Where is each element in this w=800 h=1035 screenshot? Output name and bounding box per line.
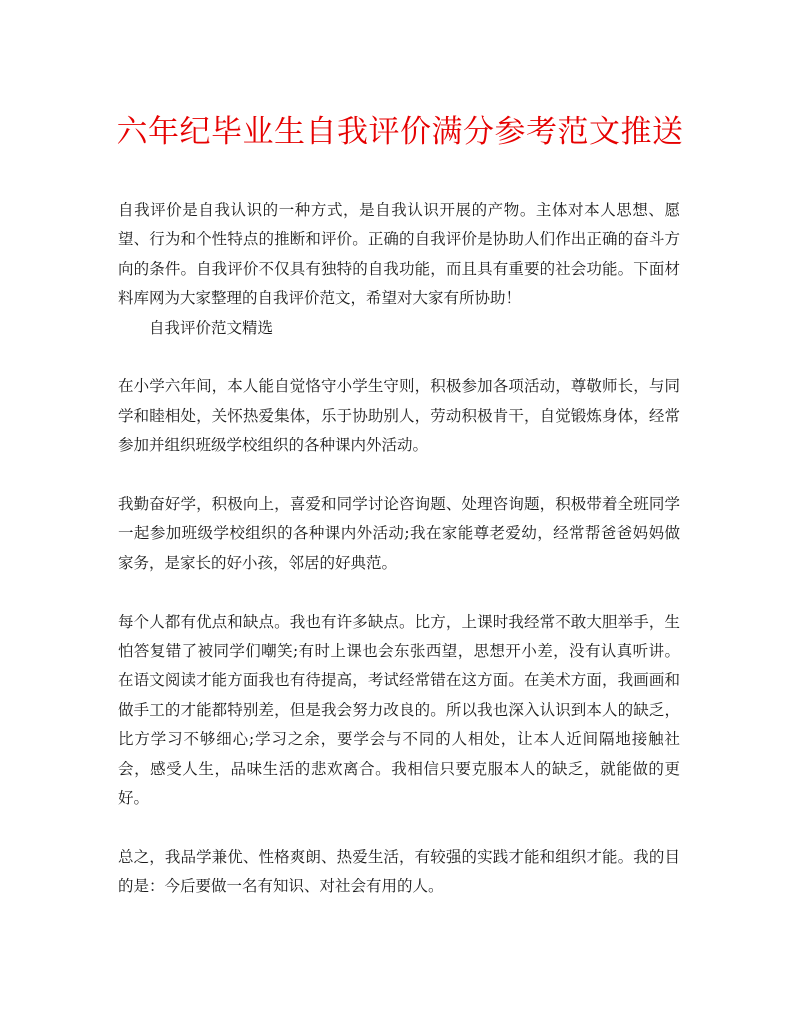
paragraph-gap [118,461,680,490]
body-paragraph-4: 总之，我品学兼优、性格爽朗、热爱生活，有较强的实践才能和组织才能。我的目的是：今后要做一名有知识、对社会有用的人。 [118,847,680,896]
paragraph-gap [118,813,680,842]
paragraph-gap [118,578,680,607]
document-body [118,196,680,902]
intro-paragraph: 自我评价是自我认识的一种方式，是自我认识开展的产物。主体对本人思想、愿望、行为和个性特点的推断和评价。正确的自我评价是协助人们作出正确的奋斗方向的条件。自我评价不仅具有独特的自我功能，而且具有重要的社会功能。下面材料库网为大家整理的自我评价范文，希望对大家有所协助！ [118,201,680,308]
section-subheading: 自我评价范文精选 [149,318,274,337]
body-paragraph-1: 在小学六年间，本人能自觉恪守小学生守则，积极参加各项活动，尊敬师长，与同学和睦相处，关怀热爱集体，乐于协助别人，劳动积极肯干，自觉锻炼身体，经常参加并组织班级学校组织的各种课内外活动。 [118,377,680,455]
document-title: 六年纪毕业生自我评价满分参考范文推送 [116,114,684,150]
paragraph-gap [118,343,680,372]
body-paragraph-3: 每个人都有优点和缺点。我也有许多缺点。比方，上课时我经常不敢大胆举手，生怕答复错了被同学们嘲笑;有时上课也会东张西望，思想开小差，没有认真听讲。在语文阅读才能方面我也有待提高，考试经常错在这方面。在美术方面，我画画和做手工的才能都特别差，但是我会努力改良的。所以我也深入认识到本人的缺乏，比方学习不够细心;学习之余，要学会与不同的人相处，让本人近间隔地接触社会，感受人生，品味生活的悲欢离合。我相信只要克服本人的缺乏，就能做的更好。 [118,612,680,808]
body-paragraph-2: 我勤奋好学，积极向上，喜爱和同学讨论咨询题、处理咨询题，积极带着全班同学一起参加班级学校组织的各种课内外活动;我在家能尊老爱幼，经常帮爸爸妈妈做家务，是家长的好小孩，邻居的好典范。 [118,495,680,572]
